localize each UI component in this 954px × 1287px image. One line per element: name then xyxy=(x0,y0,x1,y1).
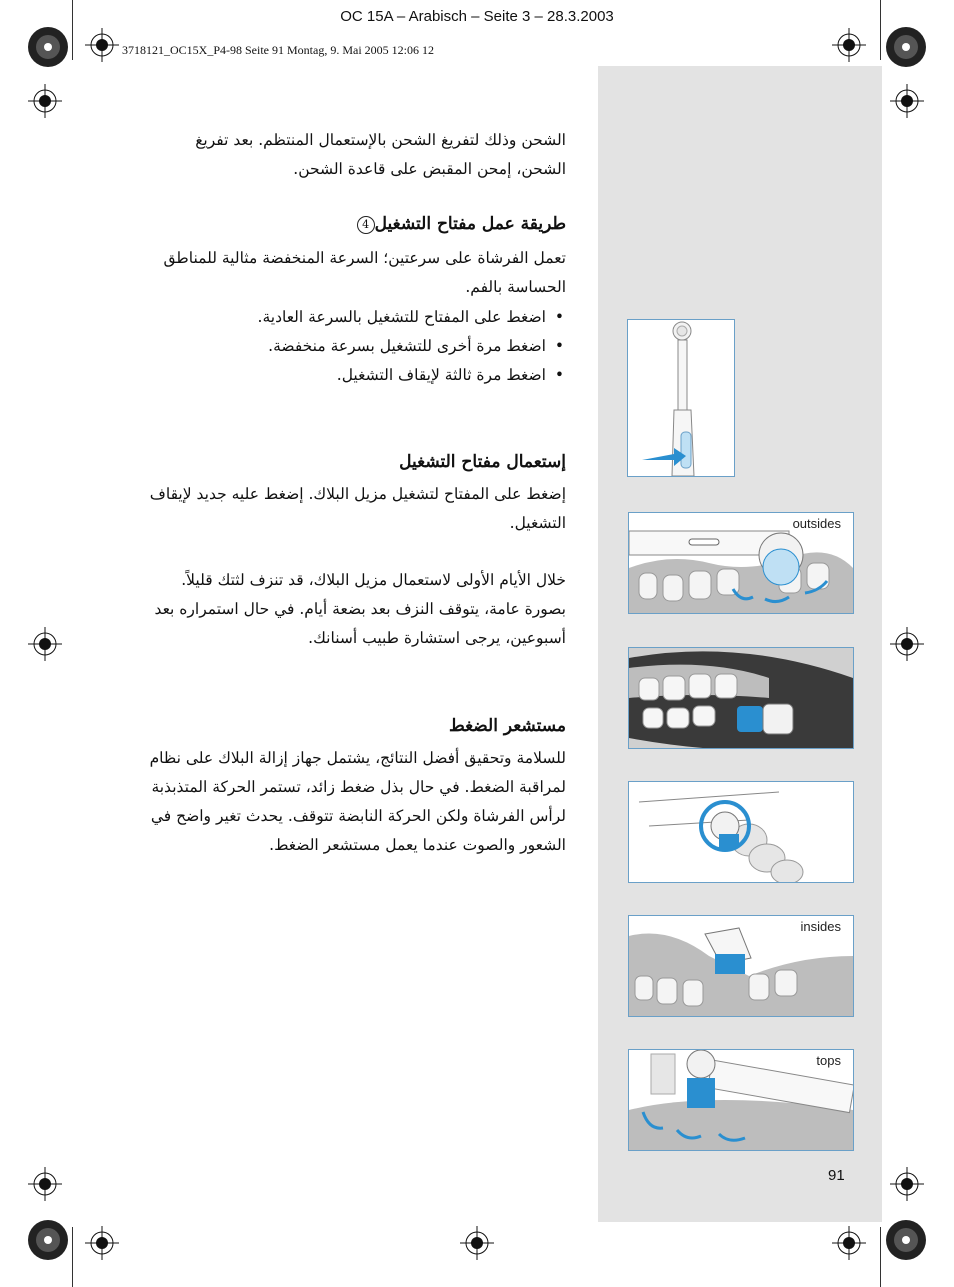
rotation-illustration xyxy=(629,782,853,882)
registration-mark-icon xyxy=(28,84,62,118)
figure-outsides xyxy=(628,512,854,614)
registration-mark-icon xyxy=(832,1226,866,1260)
bullet-item: • اضغط مرة ثالثة لإيقاف التشغيل. xyxy=(146,361,566,390)
header-title: OC 15A – Arabisch – Seite 3 – 28.3.2003 xyxy=(340,8,614,25)
bullet-item: • اضغط مرة أخرى للتشغيل بسرعة منخفضة. xyxy=(146,332,566,361)
registration-mark-icon xyxy=(28,1167,62,1201)
crop-line xyxy=(880,0,881,60)
rosette-mark-icon xyxy=(885,26,927,68)
registration-mark-icon xyxy=(460,1226,494,1260)
crop-line xyxy=(72,1227,73,1287)
bleeding-paragraph: خلال الأيام الأولى لاستعمال مزيل البلاك، قد تنزف لثتك قليلاً. بصورة عامة، يتوقف النزف بعد بضعة أيام. في حال استمراره بعد أسبوعين، يرجى استشارة طبيب أسنانك. xyxy=(154,571,566,647)
toothbrush-illustration xyxy=(628,320,734,476)
bullet-item: • اضغط على المفتاح للتشغيل بالسرعة العادية. xyxy=(146,303,566,332)
tops-label: tops xyxy=(816,1053,841,1068)
registration-mark-icon xyxy=(28,627,62,661)
insides-label: insides xyxy=(800,919,841,934)
figure-tops xyxy=(628,1049,854,1151)
section-heading-pressure-sensor: مستشعر الضغط xyxy=(448,716,566,736)
rosette-mark-icon xyxy=(27,1219,69,1261)
figure-insides xyxy=(628,915,854,1017)
registration-mark-icon xyxy=(890,1167,924,1201)
switch-bullet-list xyxy=(146,303,566,390)
registration-mark-icon xyxy=(890,627,924,661)
registration-mark-icon xyxy=(832,28,866,62)
print-slug: 3718121_OC15X_P4-98 Seite 91 Montag, 9. Mai 2005 12:06 12 xyxy=(122,43,434,57)
switch-use-paragraph: إضغط على المفتاح لتشغيل مزيل البلاك. إضغط عليه جديد لإيقاف التشغيل. xyxy=(149,485,566,532)
crop-line xyxy=(72,0,73,60)
page-number: 91 xyxy=(828,1167,845,1184)
crop-line xyxy=(880,1227,881,1287)
registration-mark-icon xyxy=(85,28,119,62)
figure-toothbrush-handle xyxy=(627,319,735,477)
section-heading-switch-use: إستعمال مفتاح التشغيل xyxy=(399,452,566,472)
outsides-label: outsides xyxy=(792,516,841,531)
intro-paragraph: الشحن وذلك لتفريغ الشحن بالإستعمال المنتظم. بعد تفريغ الشحن، إمحن المقبض على قاعدة الشحن. xyxy=(195,131,566,178)
figure-rotation xyxy=(628,781,854,883)
registration-mark-icon xyxy=(85,1226,119,1260)
section-heading-switch-function xyxy=(146,210,566,238)
registration-mark-icon xyxy=(890,84,924,118)
mouth-illustration xyxy=(629,648,853,748)
pressure-sensor-paragraph: للسلامة وتحقيق أفضل النتائج، يشتمل جهاز إزالة البلاك على نظام لمراقبة الضغط. في حال بذل ضغط زائد، تستمر الحركة المتذبذبة لرأس الفرشاة ولكن الحركة النابضة تتوقف. يحدث تغير واضح في الشعور والصوت عندما يعمل مستشعر الضغط. xyxy=(149,749,566,854)
figure-badge: 4 xyxy=(357,216,375,234)
figure-mouth xyxy=(628,647,854,749)
heading-text: طريقة عمل مفتاح التشغيل xyxy=(374,214,566,234)
rosette-mark-icon xyxy=(27,26,69,68)
rosette-mark-icon xyxy=(885,1219,927,1261)
switch-function-paragraph: تعمل الفرشاة على سرعتين؛ السرعة المنخفضة مثالية للمناطق الحساسة بالفم. xyxy=(163,249,566,296)
